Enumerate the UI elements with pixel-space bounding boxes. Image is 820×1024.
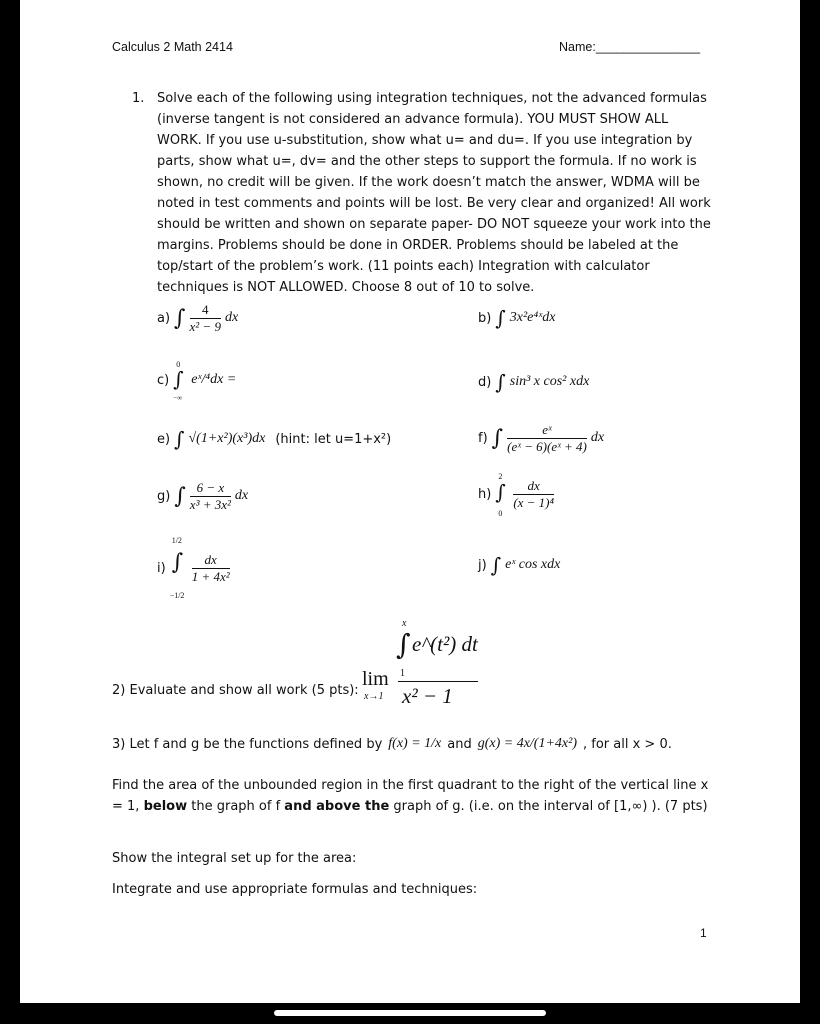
part-i-numerator: dx [192,552,230,569]
part-a-dx: dx [224,310,239,325]
part-f-dx: dx [590,430,605,445]
course-title: Calculus 2 Math 2414 [112,40,233,54]
part-c-lower-limit: −∞ [173,394,183,402]
part-g-fraction [190,480,231,513]
integrand: e^(t²) dt [412,632,478,656]
part-i-upper-limit: 1/2 [171,536,182,545]
integral-sign-icon: ∫ [174,305,186,331]
part-b [478,306,555,330]
part-f [478,418,604,458]
part-g-denominator: x³ + 3x² [189,496,231,512]
area-text-a: Find the area of the unbounded region in the first quadrant to the right of the vertical line x = 1, [112,778,709,814]
part-a-denominator: x² − 9 [189,318,221,334]
f-definition: f(x) = 1/x [388,736,442,751]
part-a-fraction [190,302,221,335]
part-i-label: i) [157,560,166,576]
part-h [478,472,554,516]
limit-subscript: x→1 [364,691,384,702]
integral-upper-limit: x [402,618,407,629]
part-e [157,427,391,451]
document-page [20,0,800,1003]
part-h-upper-limit: 2 [498,472,503,481]
integral-sign-icon: ∫ [171,550,184,575]
integral-sign-icon: ∫ [173,367,184,391]
part-a-numerator: 4 [190,302,221,319]
problem-3-intro: 3) Let f and g be the functions defined by [112,736,383,752]
problem-2-limit-expression [362,618,478,708]
integral-sign-icon: ∫ [490,553,502,577]
part-c [157,360,236,400]
integral-lower-limit: 1 [400,668,405,679]
g-definition: g(x) = 4x/(1+4x²) [477,736,577,751]
part-h-lower-limit: 0 [498,509,503,518]
part-a [157,298,238,338]
integral-sign-icon: ∫ [174,427,185,451]
integral-sign-icon: ∫ [495,306,506,330]
part-g-numerator: 6 − x [190,480,231,497]
setup-instruction: Show the integral set up for the area: [112,851,357,866]
part-h-label: h) [478,486,492,502]
problem-3-domain: , for all x > 0. [583,736,672,752]
part-h-numerator: dx [513,478,554,495]
integral-sign-icon: ∫ [495,480,506,504]
integral-sign-icon: ∫ [396,628,411,661]
limit-word: lim [362,668,389,690]
part-c-label: c) [157,372,170,388]
part-i-lower-limit: −1/2 [169,591,185,600]
part-f-numerator: eˣ [507,422,587,439]
problem-2-prompt: 2) Evaluate and show all work (5 pts): [112,683,359,698]
part-i-denominator: 1 + 4x² [191,568,230,584]
part-g-label: g) [157,488,171,504]
part-j-expression: eˣ cos xdx [505,557,561,572]
part-j-label: j) [478,557,487,573]
problem-1-instructions: Solve each of the following using integration techniques, not the advanced formulas (inverse tangent is not considered an advance formula). YOU MUST SHOW ALL WORK. If you use u-substitution, show what u= and du=. If you use integration by parts, show what u=, dv= and the other steps to support the formula. If no work is shown, no credit will be given. If the work doesn’t match the answer, WDMA will be noted in test comments and points will be lost. Be very clear and organized! All work should be written and shown on separate paper- DO NOT squeeze your work into the margins. Problems should be done in ORDER. Problems should be labeled at the top/start of the problem’s work. (11 points each) Integration with calculator techniques is NOT ALLOWED. Choose 8 out of 10 to solve. [157,91,711,295]
home-indicator[interactable] [274,1010,546,1016]
part-f-denominator: (eˣ − 6)(eˣ + 4) [507,438,587,454]
part-c-upper-limit: 0 [176,360,181,369]
part-e-label: e) [157,431,171,447]
and-word: and [447,736,472,752]
name-field-label: Name:_______________ [559,40,701,54]
integral-sign-icon: ∫ [495,370,506,394]
part-d-label: d) [478,374,492,390]
part-g [157,476,248,516]
part-h-integral [495,472,509,516]
area-text-c: graph of g. (i.e. on the interval of [1,∞) ). (7 pts) [393,799,708,814]
part-b-label: b) [478,310,492,326]
part-c-integral [173,360,187,400]
part-d-expression: sin³ x cos² xdx [509,374,590,389]
part-i [157,536,230,600]
integral-sign-icon: ∫ [174,483,186,509]
part-i-fraction [192,552,230,585]
fraction-bar [398,681,478,682]
part-j [478,553,560,577]
part-e-expression: √(1+x²)(x³)dx [188,431,266,446]
part-a-label: a) [157,310,171,326]
below-word: below [143,799,188,814]
problem-1-number: 1. [132,91,145,106]
area-text-b: the graph of f [191,799,281,814]
and-above-words: and above the [284,799,390,814]
problem-3-definition [112,724,672,764]
part-d [478,370,589,394]
part-b-expression: 3x²e⁴ˣdx [509,310,556,325]
part-f-fraction [507,422,587,455]
part-g-dx: dx [234,488,249,503]
part-c-expression: eˣ/⁴dx = [191,372,237,387]
problem-3-area-instructions [112,775,710,817]
part-e-hint: (hint: let u=1+x²) [275,431,392,447]
part-h-fraction [513,478,554,511]
part-f-label: f) [478,430,488,446]
integral-sign-icon: ∫ [491,425,504,451]
part-i-integral [170,536,188,600]
limit-denominator: x² − 1 [402,684,453,708]
part-h-denominator: (x − 1)⁴ [513,494,555,510]
integrate-instruction: Integrate and use appropriate formulas and techniques: [112,882,478,897]
page-number: 1 [700,926,707,940]
